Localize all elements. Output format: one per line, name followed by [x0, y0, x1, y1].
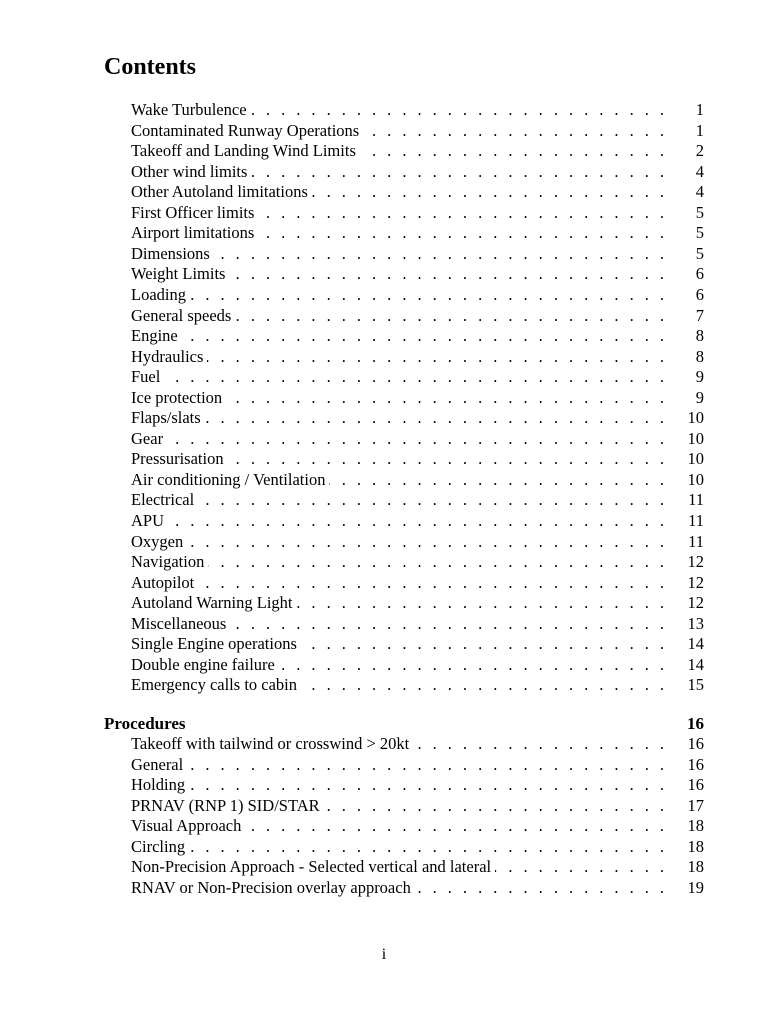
toc-entry-title: Pressurisation: [131, 449, 228, 469]
toc-entry-title: Autopilot: [131, 573, 198, 593]
dot-leader: [131, 490, 664, 510]
toc-entry-page-number: 14: [687, 654, 704, 674]
toc-entry-page-number: 10: [687, 408, 704, 428]
toc-entry-page-number: 7: [695, 305, 704, 325]
toc-entry-page-number: 10: [687, 428, 704, 448]
toc-entry[interactable]: [131, 347, 704, 367]
toc-entry-title: Other wind limits: [131, 162, 251, 182]
toc-entry[interactable]: [131, 796, 704, 816]
toc-entry-title: Other Autoland limitations: [131, 182, 312, 202]
toc-entry-page-number: 1: [695, 120, 704, 140]
page-title: Contents: [104, 54, 197, 80]
dot-leader: [131, 408, 664, 428]
dot-leader: [131, 573, 664, 593]
toc-entry-page-number: 18: [687, 816, 704, 836]
dot-leader: [131, 532, 664, 552]
dot-leader: [131, 552, 664, 572]
toc-entry-page-number: 14: [687, 634, 704, 654]
toc-entry-page-number: 18: [687, 857, 704, 877]
toc-entry[interactable]: [131, 511, 704, 531]
toc-entry-title: Takeoff and Landing Wind Limits: [131, 141, 360, 161]
toc-entry-page-number: 5: [695, 223, 704, 243]
dot-leader: [131, 511, 664, 531]
toc-entry-page-number: 1: [695, 100, 704, 119]
toc-entry-title: General speeds: [131, 306, 235, 326]
toc-entry-title: Wake Turbulence: [131, 100, 251, 120]
toc-entry[interactable]: [131, 655, 704, 675]
toc-entry[interactable]: [131, 244, 704, 264]
toc-entry-page-number: 6: [695, 284, 704, 304]
toc-entry[interactable]: [131, 552, 704, 572]
toc-entry-title: Airport limitations: [131, 223, 258, 243]
toc-entry[interactable]: [131, 388, 704, 408]
dot-leader: [131, 326, 664, 346]
toc-entry-page-number: 4: [695, 161, 704, 181]
toc-entry-page-number: 10: [687, 469, 704, 489]
toc-entry-page-number: 12: [687, 572, 704, 592]
toc-entry-page-number: 12: [687, 552, 704, 572]
toc-entry-page-number: 5: [695, 202, 704, 222]
toc-entry[interactable]: [131, 734, 704, 754]
toc-entry-page-number: 9: [695, 387, 704, 407]
toc-entry[interactable]: [131, 306, 704, 326]
toc-entry-title: Ice protection: [131, 388, 226, 408]
toc-entry-title: Flaps/slats: [131, 408, 205, 428]
toc-entry-page-number: 6: [695, 264, 704, 284]
toc-entry[interactable]: [131, 285, 704, 305]
dot-leader: [131, 837, 664, 857]
toc-entry-page-number: 18: [687, 836, 704, 856]
toc-entry[interactable]: [131, 775, 704, 795]
toc-entry[interactable]: [131, 100, 704, 120]
toc-entry-title: Weight Limits: [131, 264, 229, 284]
toc-entry-title: Hydraulics: [131, 347, 207, 367]
toc-entry-page-number: 11: [688, 490, 704, 510]
toc-entry-page-number: 8: [695, 346, 704, 366]
toc-entry-title: Contaminated Runway Operations: [131, 121, 363, 141]
toc-entry[interactable]: [131, 162, 704, 182]
toc-entry[interactable]: [131, 837, 704, 857]
toc-entry-page-number: 16: [687, 734, 704, 753]
toc-entry[interactable]: [131, 223, 704, 243]
toc-entry[interactable]: [131, 141, 704, 161]
toc-entry[interactable]: [131, 614, 704, 634]
toc-entry-page-number: 19: [687, 877, 704, 897]
toc-entry-title: Takeoff with tailwind or crosswind > 20kt: [131, 734, 413, 754]
toc-entry[interactable]: [131, 675, 704, 695]
toc-entry-title: Engine: [131, 326, 182, 346]
toc-entry-page-number: 5: [695, 243, 704, 263]
toc-entry[interactable]: [131, 408, 704, 428]
toc-entry-title: Circling: [131, 837, 189, 857]
toc-entry-page-number: 12: [687, 593, 704, 613]
toc-entry-page-number: 17: [687, 795, 704, 815]
toc-entry[interactable]: [131, 429, 704, 449]
toc-entry-title: Miscellaneous: [131, 614, 230, 634]
toc-entry-page-number: 15: [687, 675, 704, 695]
toc-entry-title: Electrical: [131, 490, 198, 510]
toc-entry-page-number: 16: [687, 754, 704, 774]
toc-entry[interactable]: [131, 634, 704, 654]
toc-entry[interactable]: [131, 857, 704, 877]
toc-entry-page-number: 16: [687, 775, 704, 795]
toc-entry-title: Non-Precision Approach - Selected vertical and lateral: [131, 857, 495, 877]
toc-entry[interactable]: [131, 121, 704, 141]
toc-entry-page-number: 4: [695, 182, 704, 202]
toc-entry-title: Holding: [131, 775, 189, 795]
toc-entry-page-number: 9: [695, 367, 704, 387]
toc-entry-title: Dimensions: [131, 244, 214, 264]
toc-entry[interactable]: [131, 449, 704, 469]
toc-entry[interactable]: [131, 755, 704, 775]
dot-leader: [131, 367, 664, 387]
toc-entry-title: Oxygen: [131, 532, 187, 552]
section-title: Procedures: [104, 714, 186, 733]
dot-leader: [131, 285, 664, 305]
section-page-number: 16: [687, 714, 704, 733]
toc-entry[interactable]: [131, 532, 704, 552]
dot-leader: [131, 429, 664, 449]
toc-entry[interactable]: [131, 816, 704, 836]
toc-entry[interactable]: [131, 203, 704, 223]
toc-entry-title: Autoland Warning Light: [131, 593, 297, 613]
toc-entry-page-number: 8: [695, 326, 704, 346]
toc-entry[interactable]: [131, 326, 704, 346]
section-heading-procedures[interactable]: [104, 713, 704, 735]
toc-entry[interactable]: [131, 264, 704, 284]
toc-entry-page-number: 10: [687, 449, 704, 469]
toc-entry-title: General: [131, 755, 187, 775]
toc-entry-title: Loading: [131, 285, 190, 305]
toc-entry-title: Double engine failure: [131, 655, 279, 675]
toc-entry-page-number: 13: [687, 613, 704, 633]
dot-leader: [131, 755, 664, 775]
toc-entry[interactable]: [131, 182, 704, 202]
toc-entry-title: APU: [131, 511, 168, 531]
toc-entry-title: Gear: [131, 429, 167, 449]
toc-entry-title: Navigation: [131, 552, 208, 572]
toc-entry-title: Visual Approach: [131, 816, 245, 836]
toc-entry-page-number: 11: [688, 511, 704, 530]
toc-entry-page-number: 2: [695, 141, 704, 161]
toc-entry-title: RNAV or Non-Precision overlay approach: [131, 878, 415, 898]
toc-entry-title: Fuel: [131, 367, 164, 387]
toc-entry-page-number: 11: [688, 531, 704, 551]
toc-entry[interactable]: [131, 573, 704, 593]
toc-entry-title: PRNAV (RNP 1) SID/STAR: [131, 796, 324, 816]
toc-entry-title: Air conditioning / Ventilation: [131, 470, 329, 490]
toc-entry[interactable]: [131, 878, 704, 898]
toc-entry-title: Single Engine operations: [131, 634, 301, 654]
toc-entry[interactable]: [131, 593, 704, 613]
dot-leader: [131, 775, 664, 795]
toc-entry[interactable]: [131, 470, 704, 490]
toc-entry[interactable]: [131, 490, 704, 510]
toc-entry-title: Emergency calls to cabin: [131, 675, 301, 695]
toc-entry[interactable]: [131, 367, 704, 387]
page-number-footer: i: [381, 946, 387, 963]
toc-entry-title: First Officer limits: [131, 203, 258, 223]
dot-leader: [131, 347, 664, 367]
